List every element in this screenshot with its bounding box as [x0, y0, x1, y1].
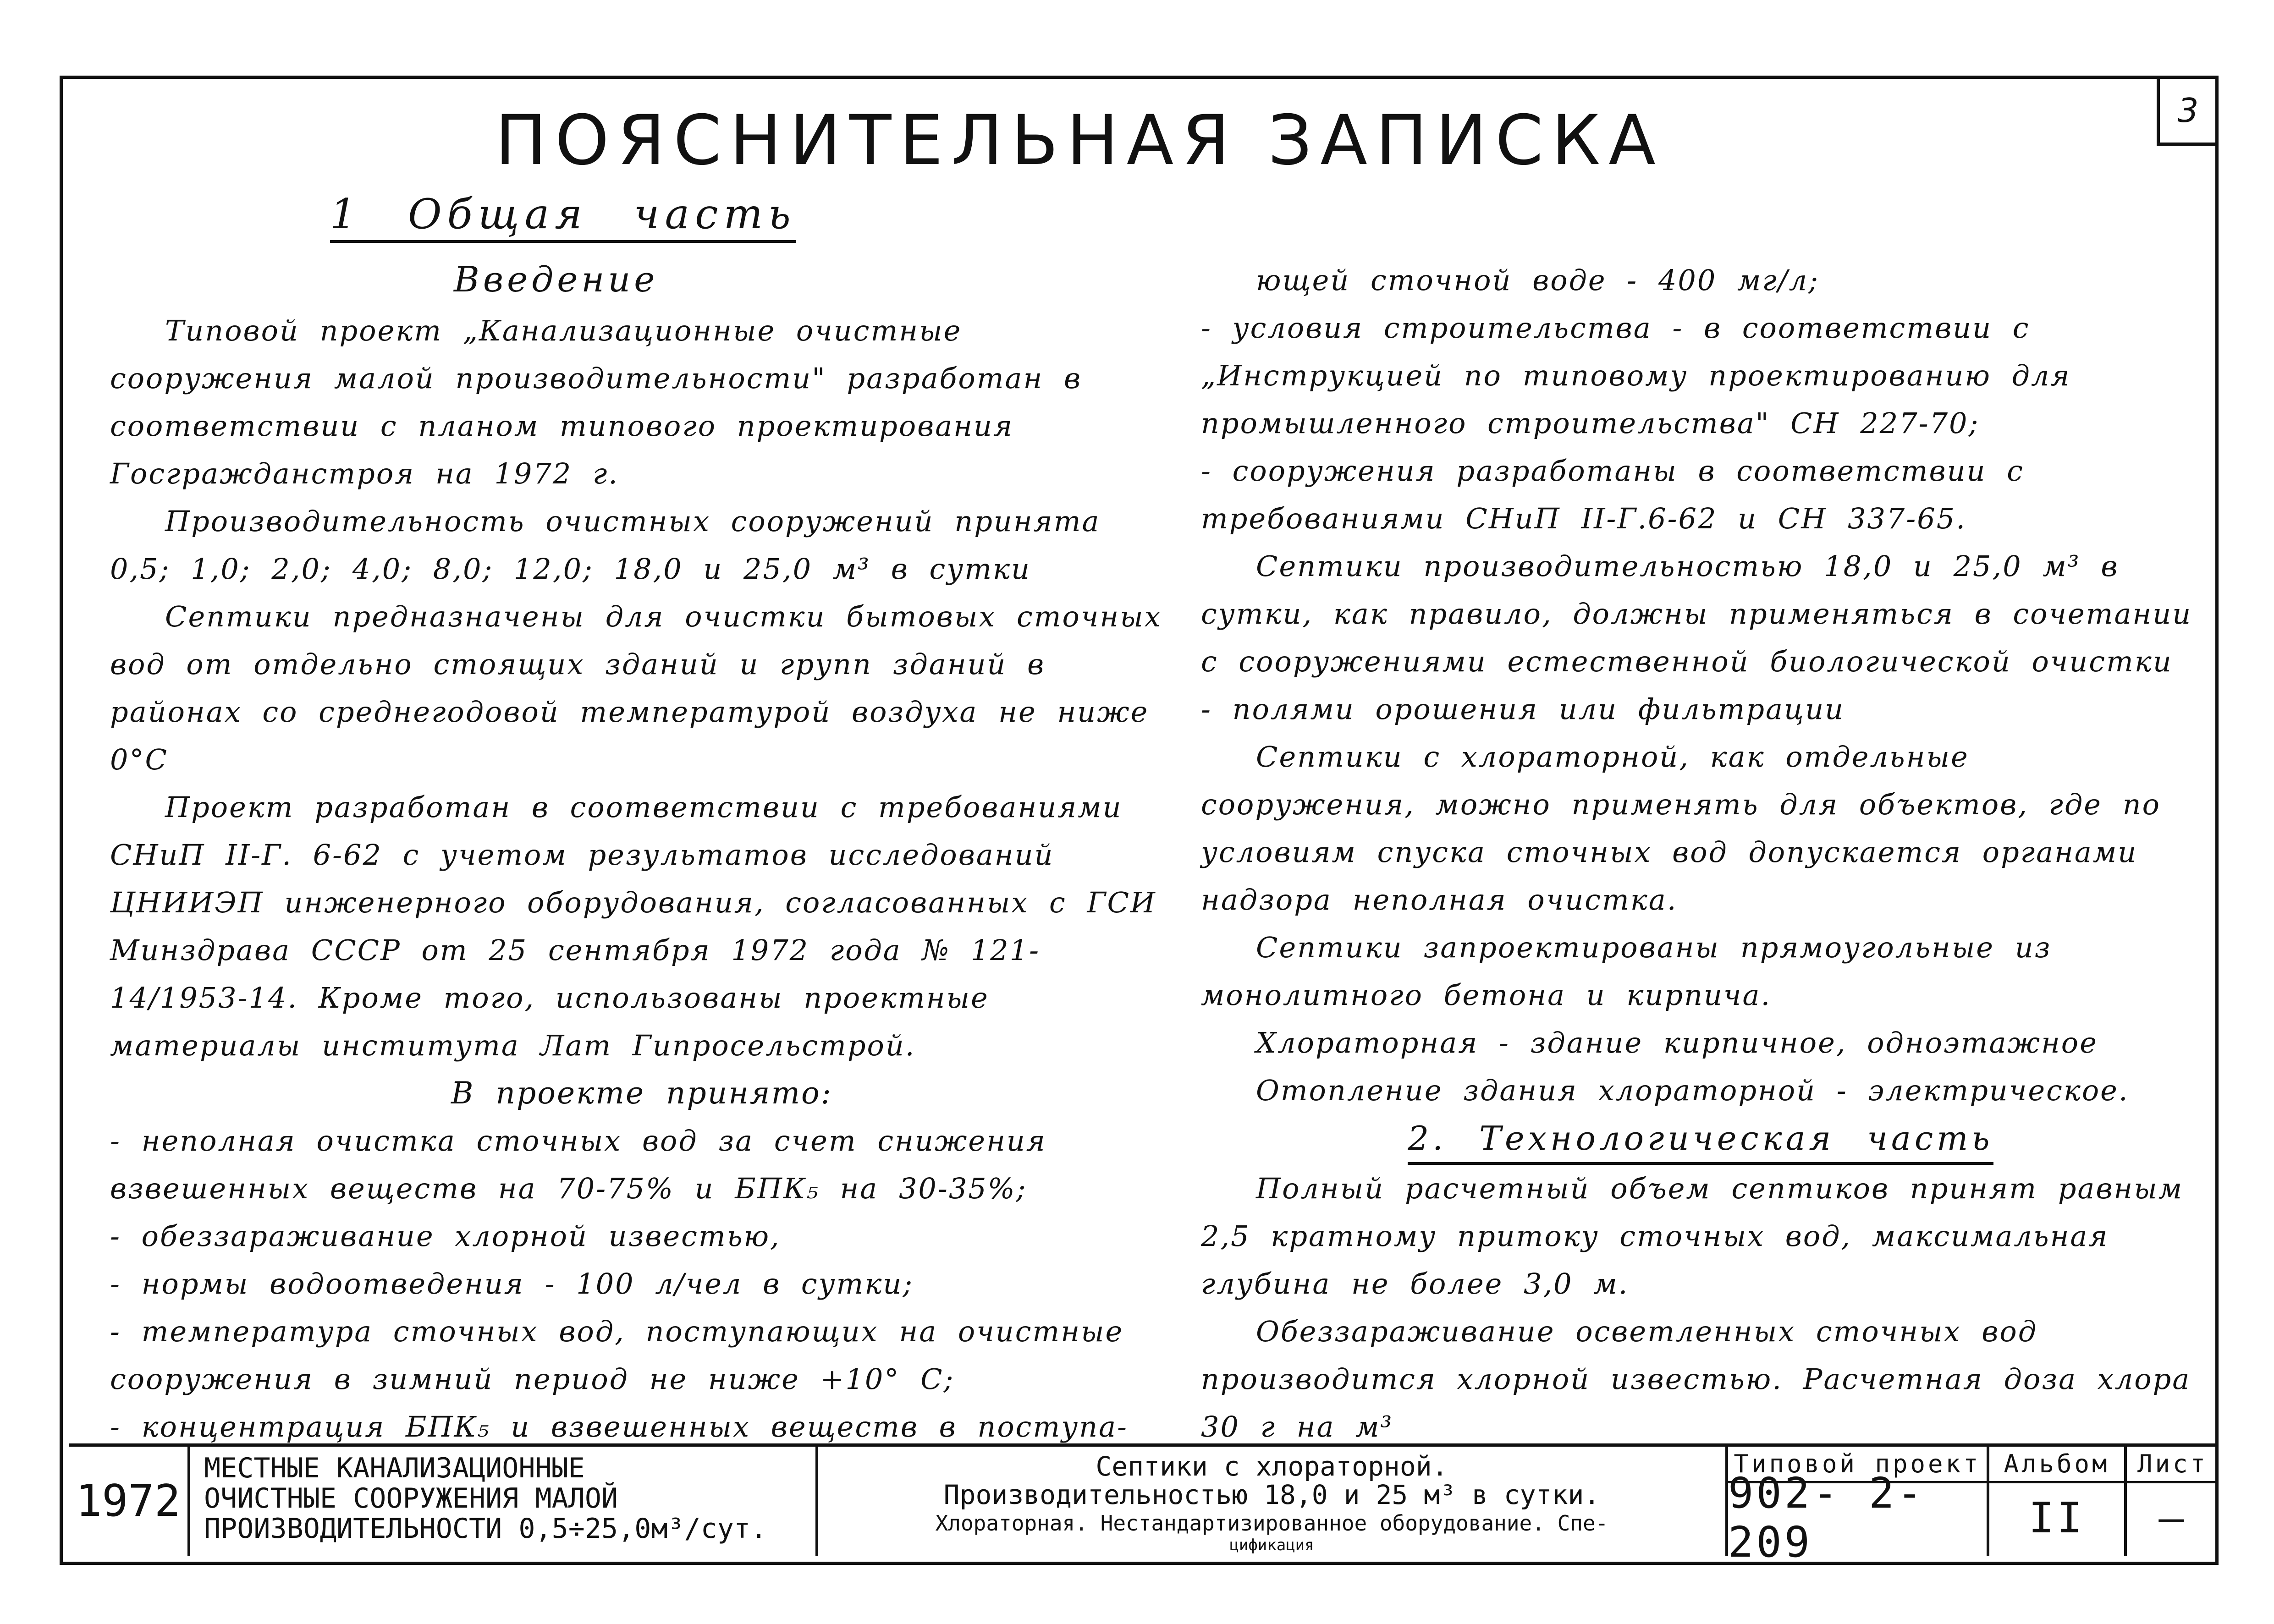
project-name-line: МЕСТНЫЕ КАНАЛИЗАЦИОННЫЕ [204, 1452, 585, 1484]
accepted-heading: В проекте принято: [451, 1075, 833, 1111]
project-number-cell [1728, 1447, 1989, 1567]
description-line: Хлораторная. Нестандартизированное оборудование. Спе- [935, 1511, 1608, 1536]
list-item: - нормы водоотведения - 100 л/чел в сутки; [110, 1267, 914, 1300]
project-name-line: ПРОИЗВОДИТЕЛЬНОСТИ 0,5÷25,0м³/сут. [204, 1513, 767, 1545]
list-item: - концентрация БПК₅ и взвешенных веществ в поступа- [110, 1410, 1129, 1443]
project-label: Типовой проект [1728, 1447, 1987, 1483]
sheet-description [818, 1447, 1728, 1556]
right-column [1201, 257, 2200, 1451]
project-number: 902- 2-209 [1728, 1469, 1925, 1567]
description-line: Производительностью 18,0 и 25 м³ в сутки. [943, 1479, 1600, 1510]
album-number: II [2028, 1493, 2085, 1542]
paragraph: Септики предназначены для очистки бытовых сточных вод от отдельно стоящих зданий и групп зданий в районах со среднегодовой температурой воздуха не ниже 0°С [110, 600, 1162, 776]
year: 1972 [69, 1447, 190, 1556]
paragraph: Септики с хлораторной, как отдельные сооружения, можно применять для объектов, где по условиям спуска сточных вод допускается органами надзора неполная очистка. [1201, 740, 2161, 916]
title-block [69, 1443, 2219, 1567]
sheet-number: 3 [2157, 78, 2216, 146]
paragraph: ющей сточной воде - 400 мг/л; [1256, 263, 1819, 297]
section-2-heading: 2. Технологическая часть [1408, 1114, 1993, 1165]
paragraph: Типовой проект „Канализационные очистные сооружения малой производительности" разработан в соответствии с планом типового проектирования Госгражданстроя на 1972 г. [110, 314, 1082, 490]
paragraph: Хлораторная - здание кирпичное, одноэтажное [1256, 1026, 2098, 1059]
paragraph: Проект разработан в соответствии с требованиями СНиП II-Г. 6-62 с учетом результатов исследований ЦНИИЭП инженерного оборудования, согласованных с ГСИ Минздрава СССР от 25 сентября 1972 года № 121-14/1953-14. Кроме того, использованы проектные материалы института Лат Гипросельстрой. [110, 790, 1156, 1062]
list-item: - обеззараживание хлорной известью, [110, 1219, 781, 1253]
list-item: - условия строительства - в соответствии с „Инструкцией по типовому проектированию для промышленного строительства" СН 227-70; [1201, 311, 2071, 440]
paragraph: Обеззараживание осветленных сточных вод производится хлорной известью. Расчетная доза хлора 30 г на м³ [1201, 1315, 2191, 1443]
album-cell [1989, 1447, 2127, 1556]
paragraph: Отопление здания хлораторной - электрическое. [1256, 1074, 2129, 1107]
sheet-label: Лист [2127, 1447, 2219, 1483]
list-item: - температура сточных вод, поступающих на очистные сооружения в зимний период не ниже +10° С; [110, 1315, 1124, 1396]
paragraph: Полный расчетный объем септиков принят равным 2,5 кратному притоку сточных вод, максимальная глубина не более 3,0 м. [1201, 1172, 2184, 1300]
album-label: Альбом [1989, 1447, 2124, 1483]
project-name [190, 1447, 818, 1556]
sheet-value: — [2158, 1493, 2187, 1542]
section-1-heading: 1 Общая часть [330, 190, 796, 243]
intro-heading: Введение [454, 259, 659, 300]
page-title: ПОЯСНИТЕЛЬНАЯ ЗАПИСКА [495, 101, 1664, 181]
sheet-cell [2127, 1447, 2219, 1556]
paragraph: Септики запроектированы прямоугольные из монолитного бетона и кирпича. [1201, 931, 2052, 1012]
description-line: цификация [1229, 1536, 1314, 1554]
paragraph: Производительность очистных сооружений принята 0,5; 1,0; 2,0; 4,0; 8,0; 12,0; 18,0 и 25,0 м³ в сутки [110, 505, 1101, 586]
project-name-line: ОЧИСТНЫЕ СООРУЖЕНИЯ МАЛОЙ [204, 1482, 618, 1514]
description-line: Септики с хлораторной. [1096, 1451, 1448, 1482]
left-column [110, 307, 1173, 1451]
list-item: - сооружения разработаны в соответствии с требованиями СНиП II-Г.6-62 и СН 337-65. [1201, 454, 2024, 535]
paragraph: Септики производительностью 18,0 и 25,0 м³ в сутки, как правило, должны применяться в сочетании с сооружениями естественной биологической очистки - полями орошения или фильтрации [1201, 549, 2192, 726]
list-item: - неполная очистка сточных вод за счет снижения взвешенных веществ на 70-75% и БПК₅ на 30-35%; [110, 1124, 1046, 1205]
